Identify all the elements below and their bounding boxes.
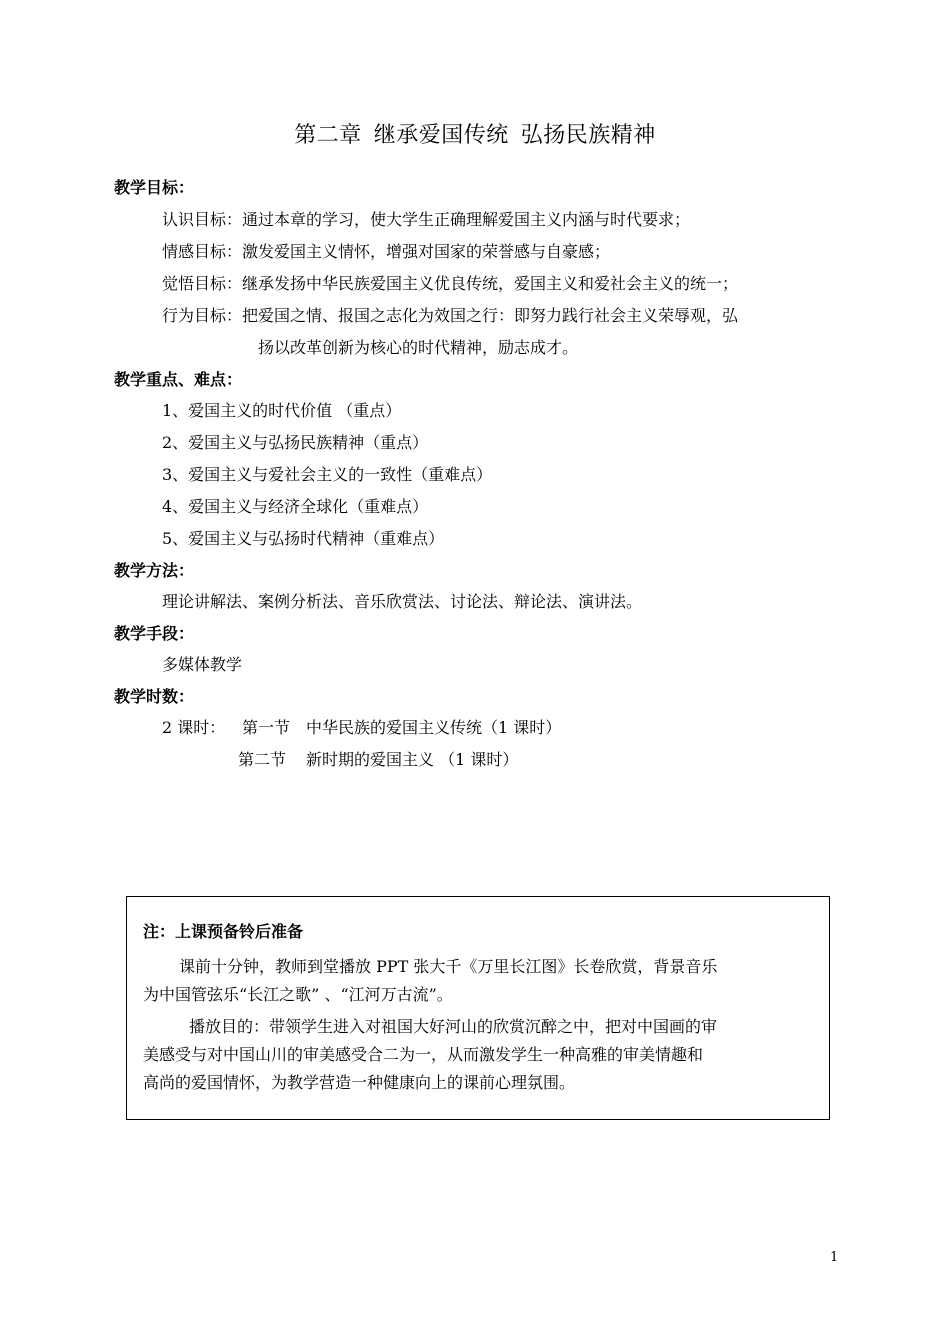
objective-awareness	[162, 274, 738, 294]
objective-cognitive	[162, 210, 690, 230]
key-point-item: 4、爱国主义与经济全球化（重难点）	[162, 497, 429, 516]
hours-section-1	[162, 718, 561, 738]
means-text: 多媒体教学	[162, 655, 243, 674]
note-line: 美感受与对中国山川的审美感受合二为一，从而激发学生一种高雅的审美情趣和	[143, 1045, 704, 1064]
note-line: 为中国管弦乐“长江之歌” 、“江河万古流”。	[143, 985, 453, 1004]
chapter-title-part2: 弘扬民族精神	[520, 123, 656, 148]
note-paragraph-2	[143, 1013, 819, 1097]
note-paragraph-1	[143, 953, 819, 1009]
section-topic: 中华民族的爱国主义传统（1 课时）	[306, 718, 562, 737]
chapter-title	[0, 118, 950, 149]
objectives-heading: 教学目标：	[114, 178, 195, 197]
objective-behavior-continued: 扬以改革创新为核心的时代精神，励志成才。	[258, 338, 579, 357]
key-point-item: 1、爱国主义的时代价值 （重点）	[162, 401, 402, 420]
key-point-item: 5、爱国主义与弘扬时代精神（重难点）	[162, 529, 445, 548]
chapter-title-part1: 继承爱国传统	[373, 123, 509, 148]
section-topic: 新时期的爱国主义 （1 课时）	[306, 750, 519, 769]
note-box	[126, 896, 830, 1120]
hours-section-2	[238, 750, 518, 770]
methods-text: 理论讲解法、案例分析法、音乐欣赏法、讨论法、辩论法、演讲法。	[162, 592, 643, 611]
objective-text: 通过本章的学习，使大学生正确理解爱国主义内涵与时代要求；	[242, 210, 691, 229]
objective-emotional	[162, 242, 610, 262]
hours-heading: 教学时数：	[114, 687, 195, 706]
objective-text: 继承发扬中华民族爱国主义优良传统，爱国主义和爱社会主义的统一；	[242, 274, 739, 293]
objective-label: 行为目标：	[162, 306, 243, 325]
note-line: 高尚的爱国情怀，为教学营造一种健康向上的课前心理氛围。	[143, 1073, 576, 1092]
objective-label: 觉悟目标：	[162, 274, 243, 293]
objective-text: 激发爱国主义情怀，增强对国家的荣誉感与自豪感；	[242, 242, 611, 261]
hours-label: 2 课时：	[162, 718, 226, 737]
section-name: 第二节	[238, 750, 287, 769]
note-title: 注：上课预备铃后准备	[143, 922, 304, 941]
key-point-item: 3、爱国主义与爱社会主义的一致性（重难点）	[162, 465, 493, 484]
note-line: 课前十分钟，教师到堂播放 PPT 张大千《万里长江图》长卷欣赏，背景音乐	[179, 957, 718, 976]
chapter-number: 第二章	[294, 123, 362, 148]
note-line: 播放目的：带领学生进入对祖国大好河山的欣赏沉醉之中，把对中国画的审	[189, 1017, 718, 1036]
objective-label: 情感目标：	[162, 242, 243, 261]
key-points-heading: 教学重点、难点：	[114, 370, 243, 389]
objective-text: 把爱国之情、报国之志化为效国之行：即努力践行社会主义荣辱观，弘	[242, 306, 739, 325]
page-number: 1	[830, 1250, 839, 1265]
objective-label: 认识目标：	[162, 210, 243, 229]
section-name: 第一节	[242, 718, 291, 737]
means-heading: 教学手段：	[114, 624, 195, 643]
objective-behavior	[162, 306, 738, 326]
key-point-item: 2、爱国主义与弘扬民族精神（重点）	[162, 433, 429, 452]
methods-heading: 教学方法：	[114, 561, 195, 580]
